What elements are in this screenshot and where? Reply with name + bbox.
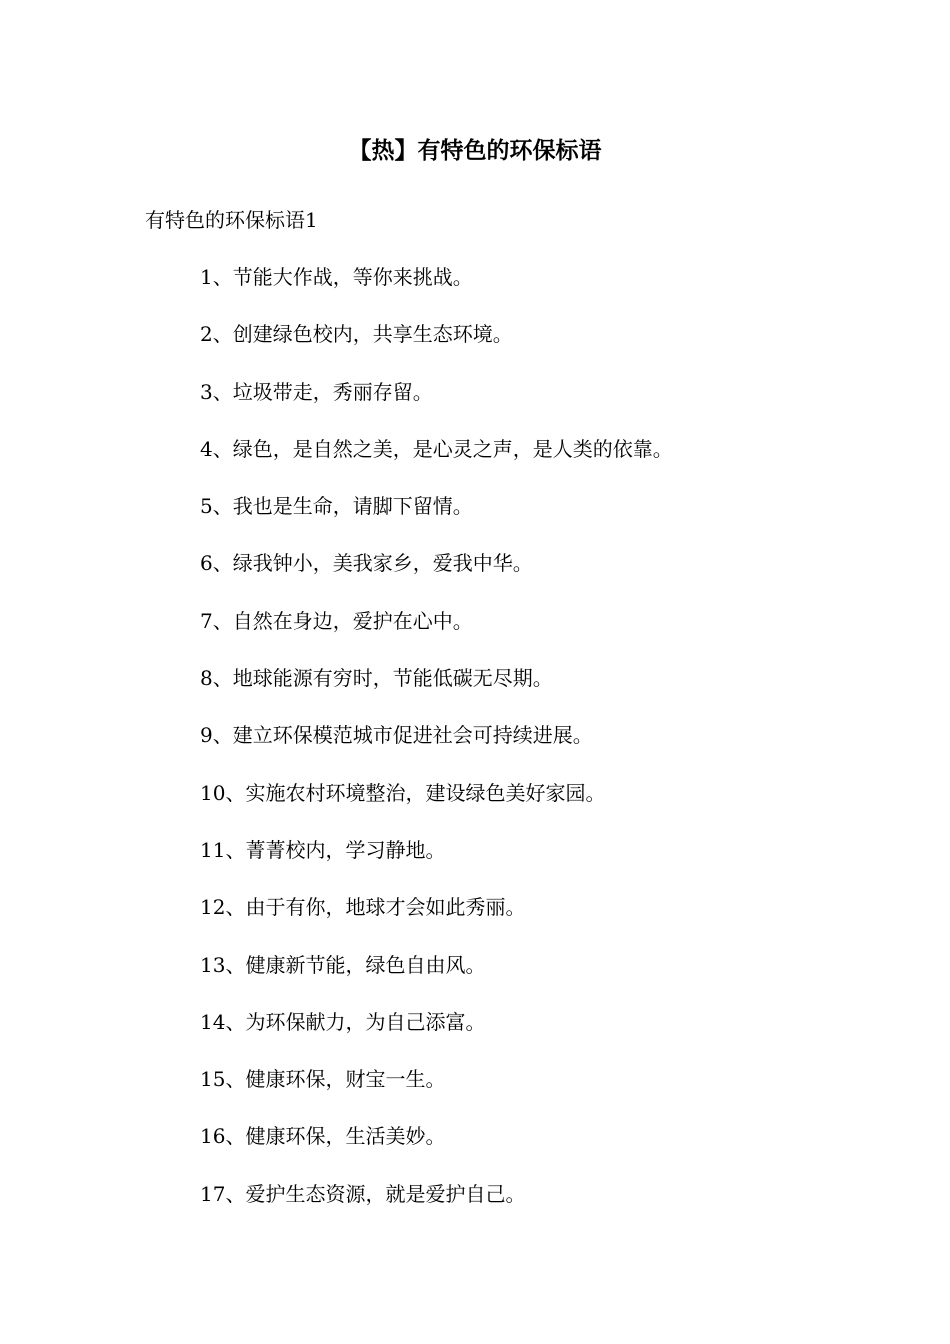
list-item: 17、爱护生态资源，就是爱护自己。 [200, 1181, 526, 1206]
list-item: 14、为环保献力，为自己添富。 [200, 1009, 486, 1034]
list-item: 2、创建绿色校内，共享生态环境。 [200, 322, 513, 347]
list-item: 8、地球能源有穷时，节能低碳无尽期。 [200, 666, 553, 691]
list-item: 11、菁菁校内，学习静地。 [200, 837, 446, 862]
list-item: 7、自然在身边，爱护在心中。 [200, 608, 473, 633]
list-item: 6、绿我钟小，美我家乡，爱我中华。 [200, 551, 533, 576]
list-item: 1、节能大作战，等你来挑战。 [200, 265, 473, 289]
list-item: 15、健康环保，财宝一生。 [200, 1067, 446, 1092]
list-item: 10、实施农村环境整治，建设绿色美好家园。 [200, 780, 606, 805]
section-heading: 有特色的环保标语1 [145, 208, 318, 232]
list-item: 4、绿色，是自然之美，是心灵之声，是人类的依靠。 [200, 436, 673, 461]
slogan-list [200, 262, 673, 1236]
list-item: 16、健康环保，生活美妙。 [200, 1124, 446, 1149]
list-item: 3、垃圾带走，秀丽存留。 [200, 379, 433, 404]
list-item: 5、我也是生命，请脚下留情。 [200, 494, 473, 519]
list-item: 12、由于有你，地球才会如此秀丽。 [200, 895, 526, 920]
list-item: 9、建立环保模范城市促进社会可持续进展。 [200, 723, 593, 748]
document-title: 【热】有特色的环保标语 [348, 137, 602, 164]
list-item: 13、健康新节能，绿色自由风。 [200, 952, 486, 977]
